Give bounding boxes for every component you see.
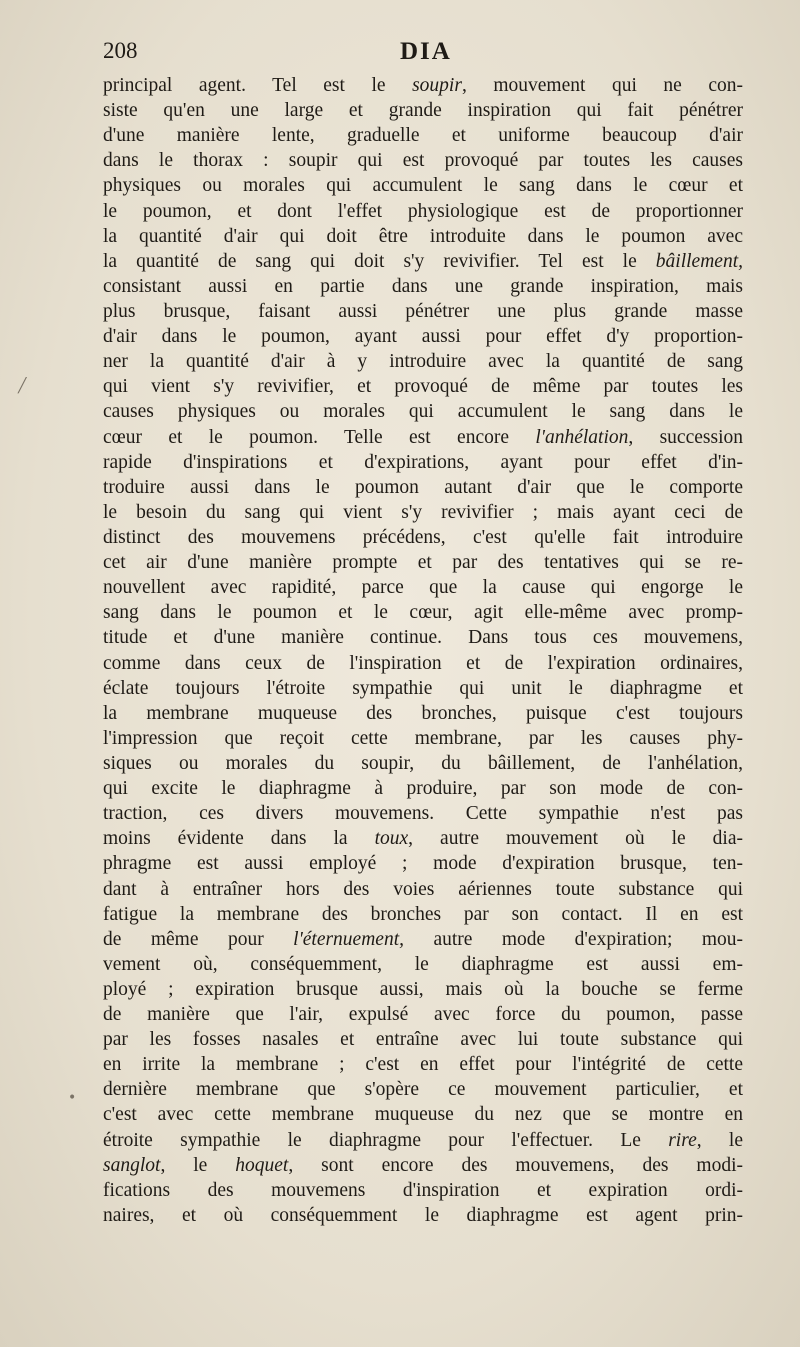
text-segment: autre mode d'expiration; mou- (404, 928, 743, 950)
text-line (103, 450, 743, 475)
text-line (103, 550, 743, 575)
text-line (103, 1178, 743, 1203)
text-line (103, 826, 743, 851)
text-segment: vement où, conséquemment, le diaphragme est aussi em- (103, 953, 743, 975)
text-segment: troduire aussi dans le poumon autant d'air que le comporte (103, 476, 743, 498)
text-line (103, 751, 743, 776)
text-line (103, 299, 743, 324)
text-segment: , mouvement qui ne con- (461, 75, 743, 96)
text-line (103, 600, 743, 625)
text-segment: comme dans ceux de l'inspiration et de l'expiration ordinaires, (103, 652, 743, 674)
text-segment: l'impression que reçoit cette membrane, par les causes phy- (103, 727, 743, 749)
text-segment: étroite sympathie le diaphragme pour l'effectuer. Le (103, 1129, 669, 1151)
text-segment: la quantité de sang qui doit s'y revivifier. Tel est le (103, 250, 656, 272)
text-line (103, 199, 743, 224)
text-line (103, 927, 743, 952)
italic-term: l'éternuement, (293, 928, 404, 950)
text-segment: éclate toujours l'étroite sympathie qui unit le diaphragme et (103, 677, 743, 699)
text-line (103, 374, 743, 399)
text-line (103, 575, 743, 600)
text-segment: fications des mouvemens d'inspiration et expiration ordi- (103, 1179, 743, 1201)
text-line (103, 877, 743, 902)
text-segment: dernière membrane que s'opère ce mouvement particulier, et (103, 1079, 743, 1101)
text-segment: , le (160, 1154, 236, 1176)
text-line (103, 952, 743, 977)
text-segment: ner la quantité d'air à y introduire avec la quantité de sang (103, 351, 743, 373)
text-line (103, 500, 743, 525)
text-line (103, 525, 743, 550)
text-line (103, 651, 743, 676)
text-line (103, 249, 743, 274)
text-line (103, 902, 743, 927)
text-segment: principal agent. Tel est le (103, 75, 413, 96)
text-segment: consistant aussi en partie dans une grande inspiration, mais (103, 275, 743, 297)
text-line (103, 977, 743, 1002)
text-line (103, 801, 743, 826)
text-segment: siques ou morales du soupir, du bâillement, de l'anhélation, (103, 752, 743, 774)
text-line (103, 1203, 743, 1228)
text-line (103, 98, 743, 123)
text-line (103, 851, 743, 876)
text-line (103, 274, 743, 299)
text-segment: le poumon, et dont l'effet physiologique est de proportionner (103, 200, 743, 222)
page-number: 208 (103, 38, 138, 63)
text-line (103, 148, 743, 173)
text-segment: fatigue la membrane des bronches par son contact. Il en est (103, 903, 743, 925)
text-segment: dans le thorax : soupir qui est provoqué par toutes les causes (103, 150, 743, 172)
text-segment: le besoin du sang qui vient s'y revivifier ; mais ayant ceci de (103, 501, 743, 523)
italic-term: bâillement, (655, 250, 743, 272)
italic-term: toux (374, 828, 409, 850)
text-segment: dant à entraîner hors des voies aériennes toute substance qui (103, 878, 743, 900)
text-line (103, 425, 743, 450)
text-line (103, 1002, 743, 1027)
text-segment: siste qu'en une large et grande inspiration qui fait pénétrer (103, 100, 743, 122)
margin-dot: • (68, 1090, 77, 1106)
text-segment: nouvellent avec rapidité, parce que la cause qui engorge le (103, 577, 743, 599)
text-line (103, 349, 743, 374)
text-line (103, 776, 743, 801)
text-segment: ployé ; expiration brusque aussi, mais où la bouche se ferme (103, 978, 743, 1000)
text-segment: en irrite la membrane ; c'est en effet pour l'intégrité de cette (103, 1054, 743, 1076)
text-segment: , succession (628, 426, 743, 448)
text-segment: c'est avec cette membrane muqueuse du nez que se montre en (103, 1104, 743, 1126)
text-segment: phragme est aussi employé ; mode d'expiration brusque, ten- (103, 853, 743, 875)
body-text (103, 73, 743, 1228)
text-line (103, 1153, 743, 1178)
text-line (103, 701, 743, 726)
text-segment: cet air d'une manière prompte et par des tentatives qui se re- (103, 552, 743, 574)
text-segment: titude et d'une manière continue. Dans tous ces mouvemens, (103, 627, 743, 649)
text-line (103, 73, 743, 98)
margin-mark: ╱ (18, 378, 27, 394)
text-segment: , le (696, 1129, 743, 1151)
italic-term: sanglot (103, 1154, 161, 1176)
text-segment: traction, ces divers mouvemens. Cette sympathie n'est pas (103, 803, 743, 825)
text-line (103, 1027, 743, 1052)
text-segment: plus brusque, faisant aussi pénétrer une plus grande masse (103, 300, 743, 322)
text-line (103, 1128, 743, 1153)
text-segment: de manière que l'air, expulsé avec force du poumon, passe (103, 1004, 743, 1026)
text-segment: , autre mouvement où le dia- (408, 828, 743, 850)
page-header (103, 38, 743, 68)
text-segment: naires, et où conséquemment le diaphragme est agent prin- (103, 1204, 743, 1226)
text-segment: moins évidente dans la (103, 828, 375, 850)
running-head: DIA (400, 38, 452, 65)
text-segment: de même pour (103, 928, 294, 950)
italic-term: hoquet (235, 1154, 289, 1176)
text-line (103, 173, 743, 198)
text-line (103, 475, 743, 500)
text-segment: d'une manière lente, graduelle et uniforme beaucoup d'air (103, 125, 743, 147)
text-line (103, 625, 743, 650)
text-segment: d'air dans le poumon, ayant aussi pour effet d'y proportion- (103, 326, 743, 348)
text-segment: rapide d'inspirations et d'expirations, ayant pour effet d'in- (103, 451, 743, 473)
text-segment: sang dans le poumon et le cœur, agit elle-même avec promp- (103, 602, 743, 624)
italic-term: l'anhélation (535, 426, 629, 448)
text-segment: physiques ou morales qui accumulent le sang dans le cœur et (103, 175, 743, 197)
text-segment: la quantité d'air qui doit être introduite dans le poumon avec (103, 225, 743, 247)
text-segment: , sont encore des mouvemens, des modi- (288, 1154, 743, 1176)
text-segment: distinct des mouvemens précédens, c'est qu'elle fait introduire (103, 526, 743, 548)
text-segment: la membrane muqueuse des bronches, puisque c'est toujours (103, 702, 743, 724)
text-line (103, 123, 743, 148)
text-segment: causes physiques ou morales qui accumulent le sang dans le (103, 401, 743, 423)
text-line (103, 1052, 743, 1077)
italic-term: soupir (412, 75, 462, 96)
text-segment: cœur et le poumon. Telle est encore (103, 426, 536, 448)
text-segment: qui vient s'y revivifier, et provoqué de même par toutes les (103, 376, 743, 398)
text-line (103, 324, 743, 349)
text-line (103, 224, 743, 249)
text-segment: qui excite le diaphragme à produire, par son mode de con- (103, 778, 743, 800)
text-line (103, 676, 743, 701)
text-line (103, 1077, 743, 1102)
text-line (103, 726, 743, 751)
text-line (103, 399, 743, 424)
italic-term: rire (668, 1129, 697, 1151)
text-line (103, 1102, 743, 1127)
text-segment: par les fosses nasales et entraîne avec lui toute substance qui (103, 1029, 743, 1051)
